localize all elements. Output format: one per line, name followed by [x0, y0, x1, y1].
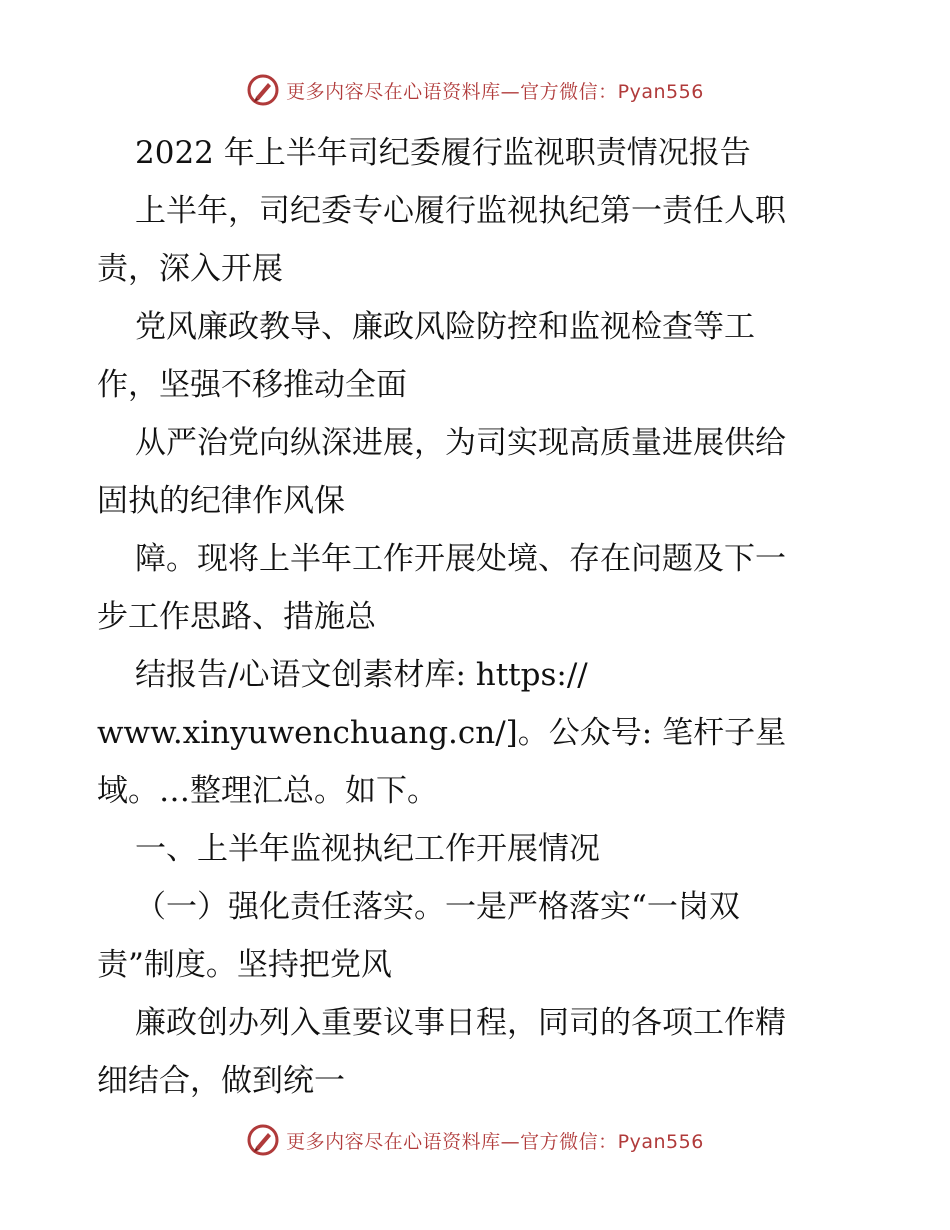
footer-banner-text: 更多内容尽在心语资料库—官方微信：Pyan556: [286, 1130, 704, 1153]
pen-logo-icon: [246, 1123, 280, 1157]
paragraph-line: 廉政创办列入重要议事日程，同司的各项工作精: [135, 1005, 786, 1041]
paragraph-line: 细结合，做到统一: [97, 1063, 345, 1099]
document-title: 2022 年上半年司纪委履行监视职责情况报告: [135, 135, 751, 171]
footer-banner: [0, 1120, 950, 1160]
paragraph-line: （一）强化责任落实。一是严格落实“一岗双: [135, 889, 740, 925]
paragraph-line: 结报告/心语文创素材库: https://: [135, 657, 588, 693]
paragraph-line: 步工作思路、措施总: [97, 599, 376, 635]
paragraph-line: 固执的纪律作风保: [97, 483, 345, 519]
paragraph-line: 障。现将上半年工作开展处境、存在问题及下一: [135, 541, 786, 577]
header-banner-text: 更多内容尽在心语资料库—官方微信：Pyan556: [286, 80, 704, 103]
paragraph-line: 域。…整理汇总。如下。: [97, 773, 438, 809]
section-heading: 一、上半年监视执纪工作开展情况: [135, 831, 600, 867]
paragraph-line: 责”制度。坚持把党风: [97, 947, 392, 983]
paragraph-line: 从严治党向纵深进展，为司实现高质量进展供给: [135, 425, 786, 461]
paragraph-line: www.xinyuwenchuang.cn/]。公众号: 笔杆子星: [97, 715, 787, 751]
document-body: [97, 124, 857, 1110]
paragraph-line: 上半年，司纪委专心履行监视执纪第一责任人职: [135, 193, 786, 229]
paragraph-line: 党风廉政教导、廉政风险防控和监视检查等工: [135, 309, 755, 345]
paragraph-line: 作，坚强不移推动全面: [97, 367, 407, 403]
header-banner: [0, 70, 950, 110]
paragraph-line: 责，深入开展: [97, 251, 283, 287]
pen-logo-icon: [246, 73, 280, 107]
